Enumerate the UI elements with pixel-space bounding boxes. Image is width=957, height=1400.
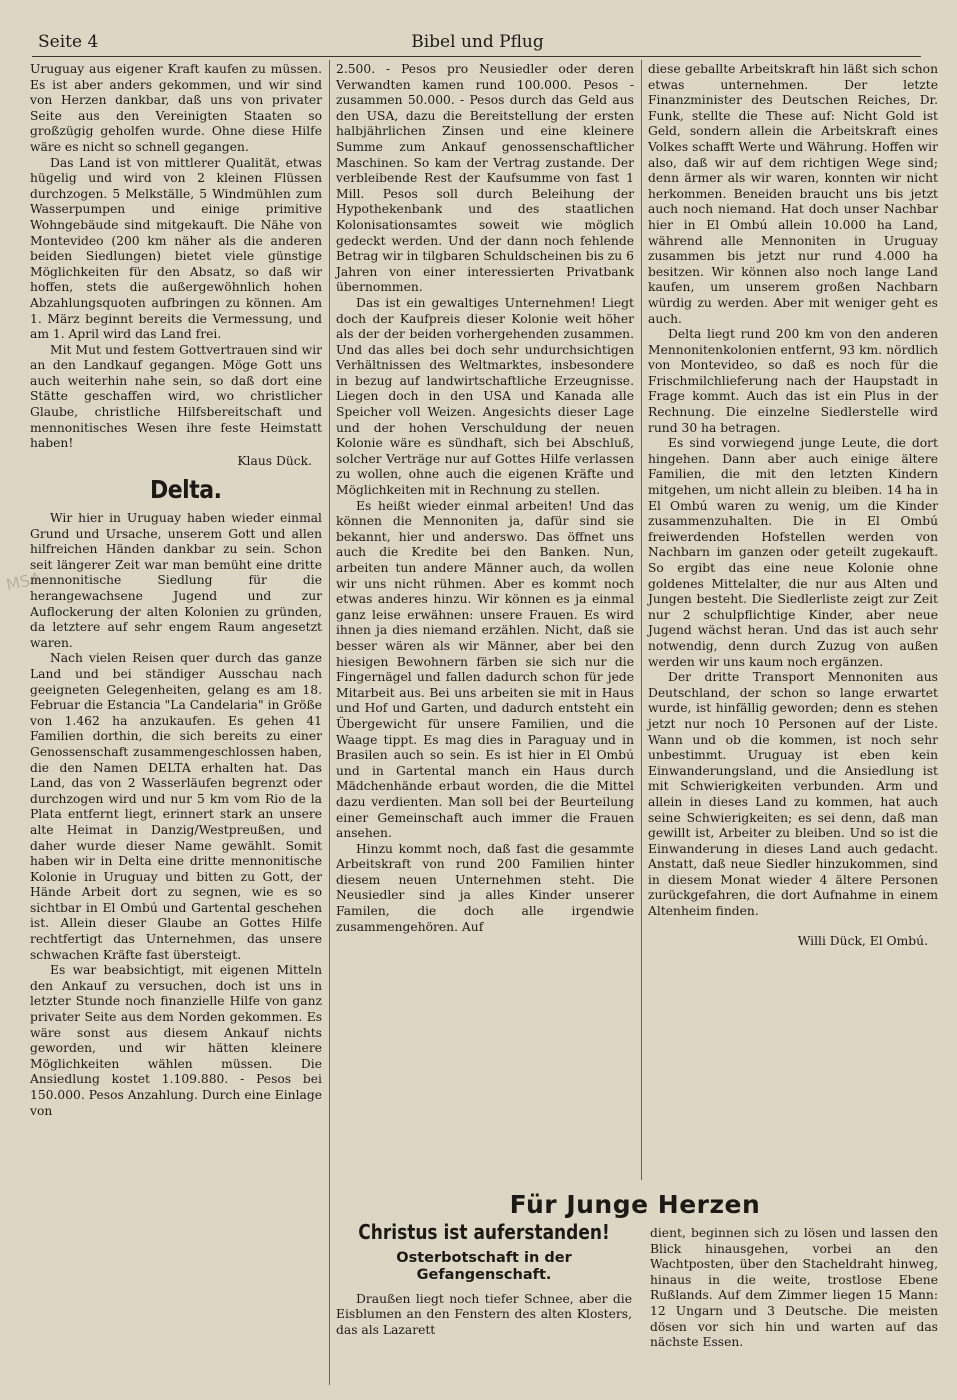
paragraph: Delta liegt rund 200 km von den anderen Mennonitenkolonien entfernt, 93 km. nördlich von Montevideo, so daß es noch für die Frischmilchlieferung nach der Haupstadt in Frage kommt. Auch das ist ein Plus in der Rechnung. Die einzelne Siedlerstelle wird rund 30 ha betragen. <box>648 327 938 435</box>
margin-handwritten-note: MSA <box>4 568 43 595</box>
section-heading-delta: Delta. <box>150 476 222 506</box>
story-column-right <box>650 1226 938 1351</box>
column-divider-2 <box>641 60 642 1180</box>
page-number: Seite 4 <box>38 32 99 52</box>
column-3 <box>648 62 938 949</box>
running-header <box>38 32 917 56</box>
author-signature: Klaus Dück. <box>237 453 312 468</box>
story-subheadline: Osterbotschaft in der Gefangenschaft. <box>396 1249 572 1283</box>
paragraph: diese geballte Arbeitskraft hin läßt sich schon etwas unternehmen. Der letzte Finanzminister des Deutschen Reiches, Dr. Funk, stellte die These auf: Nicht Gold ist Geld, sondern allein die Arbeitskraft eines Volkes schafft Werte und Währung. Hoffen wir also, daß wir auf dem richtigen Wege sind; denn ärmer als wir waren, konnten wir nicht herkommen. Beneiden braucht uns bis jetzt auch noch niemand. Hat doch unser Nachbar hier in El Ombú allein 10.000 ha Land, während alle Mennoniten in Uruguay zusammen bis jetzt nur rund 4.000 ha besitzen. Wir können also noch lange Land kaufen, um unserem großen Nachbarn würdig zu werden. Aber mit weniger geht es auch. <box>648 62 938 326</box>
paragraph: Der dritte Transport Mennoniten aus Deutschland, der schon so lange erwartet wurde, ist hinfällig geworden; denn es stehen jetzt nur noch 10 Personen auf der Liste. Wann und ob die kommen, ist noch sehr unbestimmt. Uruguay ist eben kein Einwanderungsland, und die Ansiedlung ist mit Schwierigkeiten verbunden. Arm und allein in dieses Land zu kommen, hat auch seine Schwierigkeiten; es sei denn, daß man gewillt ist, Arbeiter zu bleiben. Und so ist die Einwanderung in dieses Land auch gedacht. Anstatt, daß neue Siedler hinzukommen, sind in diesem Monat wieder 4 ältere Personen zurückgefahren, die dort Aufnahme in einem Altenheim finden. <box>648 670 938 919</box>
paragraph: Draußen liegt noch tiefer Schnee, aber die Eisblumen an den Fenstern des alten Klosters, das als Lazarett <box>336 1291 632 1337</box>
paragraph: dient, beginnen sich zu lösen und lassen den Blick hinausgehen, vorbei an den Wachtposten, über den Stacheldraht hinweg, hinaus in die weite, trostlose Ebene Rußlands. Auf dem Zimmer liegen 15 Mann: 12 Ungarn und 3 Deutsche. Die meisten dösen vor sich hin und warten auf das nächste Essen. <box>650 1226 938 1350</box>
paragraph: Das Land ist von mittlerer Qualität, etwas hügelig und wird von 2 kleinen Flüssen durchzogen. 5 Melkställe, 5 Windmühlen zum Wasserpumpen und einige primitive Wohngebäude sind mitgekauft. Die Nähe von Montevideo (200 km näher als die anderen beiden Siedlungen) bietet viele günstige Möglichkeiten für den Absatz, so daß wir hoffen, stets die außergewöhnlich hohen Abzahlungsquoten aufbringen zu können. Am 1. März beginnt bereits die Vermessung, und am 1. April wird das Land frei. <box>30 155 322 342</box>
publication-title: Bibel und Pflug <box>411 32 544 52</box>
header-rule <box>32 56 921 57</box>
paragraph: Es heißt wieder einmal arbeiten! Und das können die Mennoniten ja, dafür sind sie bekannt, hier und anderswo. Das öffnet uns auch die Kredite bei den Banken. Nun, arbeiten tun andere Männer auch, da wollen wir uns nicht rühmen. Aber es kommt noch etwas anderes hinzu. Wir können es ja einmal ganz leise erwähnen: unsere Frauen. Es wird ihnen ja dies niemand erzählen. Nicht, daß sie besser wären als wir Männer, aber bei den hiesigen Bewohnern färben sie sich nur die Fingernägel und fallen dadurch schon für jede Mitarbeit aus. Bei uns arbeiten sie mit in Haus und Hof und Garten, und dadurch entsteht ein Übergewicht für unsere Familien, und die Waage tippt. Es mag dies in Paraguay und in Brasilen auch so sein. Es ist hier in El Ombú und in Gartental manch ein Haus durch Mädchenhände erbaut worden, die die Mittel dazu verdienten. Man soll bei der Beurteilung einer Gemeinschaft auch immer die Frauen ansehen. <box>336 498 634 841</box>
paragraph: Hinzu kommt noch, daß fast die gesammte Arbeitskraft von rund 200 Familien hinter diesem neuen Unternehmen steht. Die Neusiedler sind ja alles Kinder unserer Familen, die doch alle irgendwie zusammengehören. Auf <box>336 841 634 934</box>
paragraph: Es sind vorwiegend junge Leute, die dort hingehen. Dann aber auch einige ältere Familien, die mit den letzten Kindern mitgehen, um nicht allein zu bleiben. 14 ha in El Ombú waren zu wenig, um die Kinder zusammenzuhalten. Die in El Ombú freiwerdenden Hofstellen werden von Nachbarn im ganzen oder geteilt zugekauft. So ergibt das eine neue Kolonie ohne goldenes Mittelalter, die nur aus Alten und Jungen besteht. Die Siedlerliste zeigt zur Zeit nur 2 schulpflichtige Kinder, aber neue Jugend wächst heran. Und das ist auch sehr notwendig, denn durch Zuzug von außen werden wir uns kaum noch ergänzen. <box>648 436 938 669</box>
section-title-fuer-junge-herzen: Für Junge Herzen <box>509 1190 761 1219</box>
paragraph: Uruguay aus eigener Kraft kaufen zu müssen. Es ist aber anders gekommen, und wir sind von Herzen dankbar, daß uns von privater Seite aus den Vereinigten Staaten so großzügig geholfen wurde. Ohne diese Hilfe wäre es nicht so schnell gegangen. <box>30 62 322 154</box>
paragraph: Es war beabsichtigt, mit eigenen Mitteln den Ankauf zu versuchen, doch ist uns in letzter Stunde noch finanzielle Hilfe von ganz privater Seite aus dem Norden gekommen. Es wäre sonst aus diesem Ankauf nichts geworden, und wir hätten kleinere Möglichkeiten wählen müssen. Die Ansiedlung kostet 1.109.880. - Pesos bei 150.000. Pesos Anzahlung. Durch eine Einlage von <box>30 963 322 1118</box>
column-2 <box>336 62 634 935</box>
story-column-left <box>336 1220 632 1338</box>
paragraph: 2.500. - Pesos pro Neusiedler oder deren Verwandten kamen rund 100.000. Pesos - zusammen 50.000. - Pesos durch das Geld aus den USA, dazu die Bereitstellung der ersten halbjährlichen Zinsen und eine kleinere Summe zum Ankauf genossenschaftlicher Maschinen. So kam der Vertrag zustande. Der verbleibende Rest der Kaufsumme von fast 1 Mill. Pesos soll durch Beleihung der Hypothekenbank und des staatlichen Kolonisationsamtes soweit wie möglich gedeckt werden. Und der dann noch fehlende Betrag wir in tilgbaren Schuldscheinen bis zu 6 Jahren von einer interessierten Privatbank übernommen. <box>336 62 634 295</box>
column-divider-1 <box>329 60 330 1385</box>
story-headline: Christus ist auferstanden! <box>358 1220 610 1245</box>
paragraph: Das ist ein gewaltiges Unternehmen! Liegt doch der Kaufpreis dieser Kolonie weit höher als der der beiden vorhergehenden zusammen. Und das alles bei doch sehr undurchsichtigen Verhältnissen des Weltmarktes, insbesondere in bezug auf landwirtschaftliche Erzeugnisse. Liegen doch in den USA und Kanada alle Speicher voll Weizen. Angesichts dieser Lage und der hohen Verschuldung der neuen Kolonie wäre es sündhaft, sich bei Abschluß, solcher Verträge nur auf Gottes Hilfe verlassen zu wollen, ohne auch die eigenen Kräfte und Möglichkeiten mit in Rechnung zu stellen. <box>336 295 634 498</box>
paragraph: Nach vielen Reisen quer durch das ganze Land und bei ständiger Ausschau nach geeigneten Gelegenheiten, gelang es am 18. Februar die Estancia "La Candelaria" in Größe von 1.462 ha anzukaufen. Es gehen 41 Familien dorthin, die sich bereits zu einer Genossenschaft zusammengeschlossen haben, die den Namen DELTA erhalten hat. Das Land, das von 2 Wasserläufen begrenzt oder durchzogen wird und nur 5 km vom Rio de la Plata entfernt liegt, erinnert stark an unsere alte Heimat in Danzig/Westpreußen, und daher wurde dieser Name gewählt. Somit haben wir in Delta eine dritte mennonitische Kolonie in Uruguay und bitten zu Gott, der Hände Arbeit dort zu segnen, wie es so sichtbar in El Ombú und Gartental geschehen ist. Allein dieser Glaube an Gottes Hilfe rechtfertigt das Unternehmen, das unsere schwachen Kräfte fast übersteigt. <box>30 651 322 962</box>
column-1 <box>30 62 322 1119</box>
author-signature: Willi Dück, El Ombú. <box>797 933 928 948</box>
paragraph: Mit Mut und festem Gottvertrauen sind wir an den Landkauf gegangen. Möge Gott uns auch weiterhin nahe sein, so daß dort eine Stätte geschaffen wird, wo christlicher Glaube, christliche Hilfsbereitschaft und mennonitisches Wesen ihre feste Heimstatt haben! <box>30 342 322 451</box>
paragraph: Wir hier in Uruguay haben wieder einmal Grund und Ursache, unserem Gott und allen hilfreichen Händen dankbar zu sein. Schon seit längerer Zeit war man bemüht eine dritte mennonitische Siedlung für die herangewachsene Jugend und zur Auflockerung der alten Kolonien zu gründen, da letztere auf sehr engem Raum angesetzt waren. <box>30 511 322 650</box>
